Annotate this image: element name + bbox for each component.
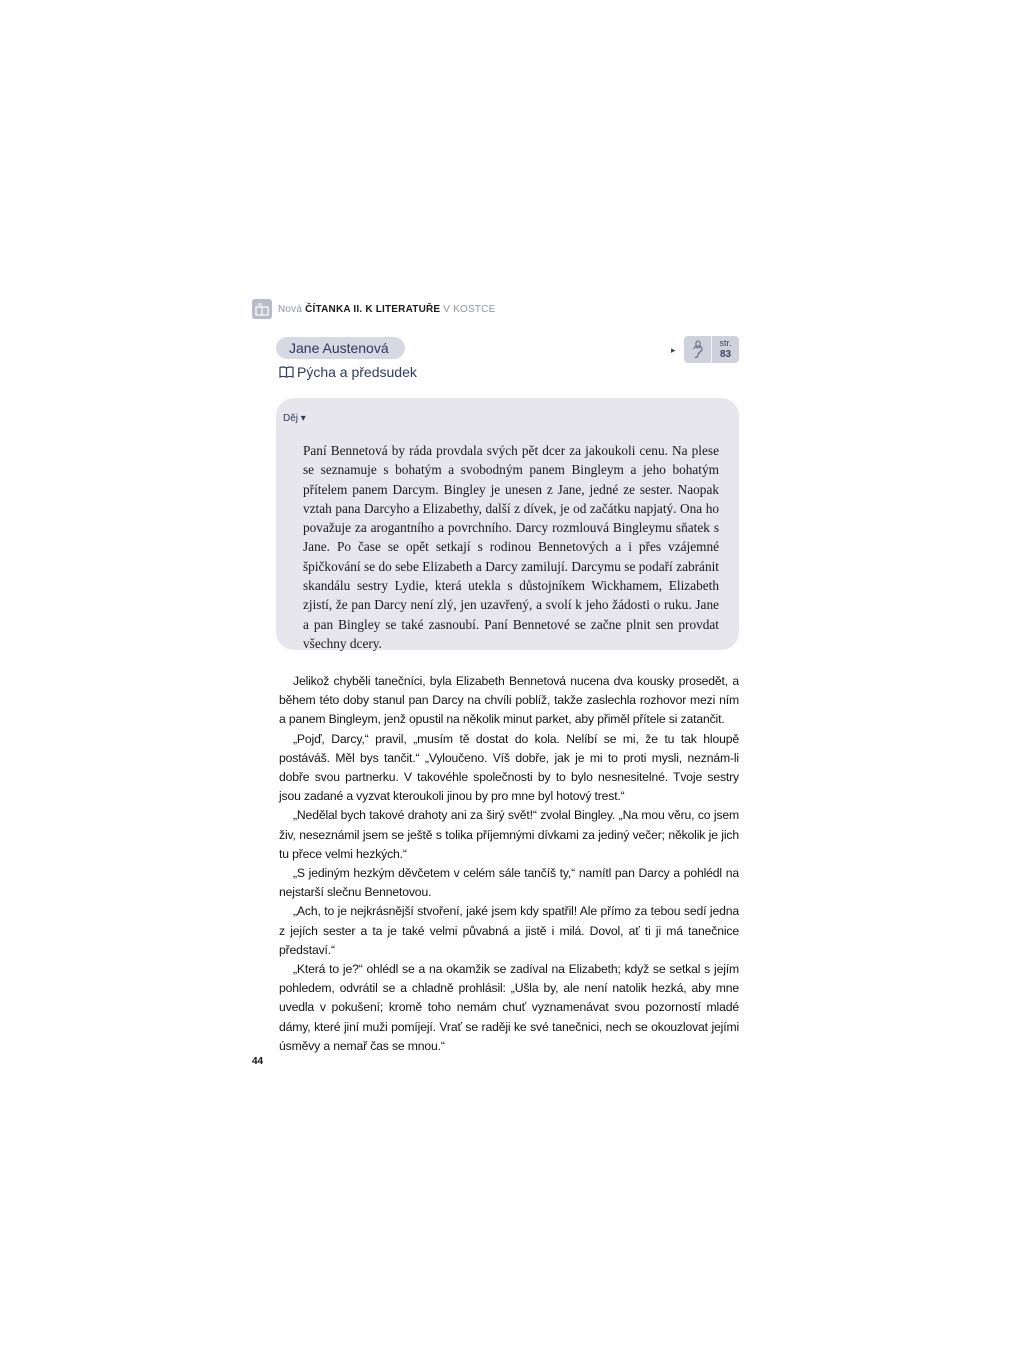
excerpt-paragraph: „Pojď, Darcy,“ pravil, „musím tě dostat do kola. Nelíbí se mi, že tu tak hloupě postáváš. Měl bys tančit.“ „Vyloučeno. Víš dobře, jak je mi to proti mysli, neznám-li dobře svou partnerku. V takovéhle společnosti by to bylo nesnesitelné. Tvoje sestry jsou zadané a vyzvat kteroukoli jinou by pro mne byl hotový trest.“ xyxy=(279,731,739,804)
page-reference[interactable] xyxy=(684,336,739,363)
book-title xyxy=(279,364,417,380)
author-label: Jane Austenová xyxy=(276,337,405,359)
page-header xyxy=(252,298,495,320)
excerpt-text xyxy=(279,672,739,1056)
open-book-icon xyxy=(279,366,294,378)
book-logo-icon xyxy=(252,299,272,319)
ear-icon xyxy=(684,336,712,363)
series-suffix: V KOSTCE xyxy=(443,303,496,315)
plot-summary-text: Paní Bennetová by ráda provdala svých pět dcer za jakoukoli cenu. Na plese se seznamuje s bohatým a svobodným panem Bingleym a jeho bohatým přítelem panem Darcym. Bingley je unesen z Jane, jedné ze sester. Naopak vztah pana Darcyho a Elizabethy, další z dívek, je od začátku napjatý. Ona ho považuje za arogantního a povrchního. Darcy rozmlouvá Bingleymu sňatek s Jane. Po čase se opět setkají s rodinou Bennetových a i přes vzájemné špičkování se do sebe Elizabeth a Darcy zamilují. Darcymu se podaří zabránit skandálu sestry Lydie, která utekla s důstojníkem Wickhamem, Elizabeth zjistí, že pan Darcy není zlý, jen uzavřený, a svolí k jeho žádosti o ruku. Jane a pan Bingley se také zasnoubí. Paní Bennetové se začne plnit sen provdat všechny dcery. xyxy=(303,443,719,651)
play-arrow-icon[interactable]: ▸ xyxy=(671,345,676,355)
excerpt-paragraph: „Ach, to je nejkrásnější stvoření, jaké jsem kdy spatřil! Ale přímo za tebou sedí jedna z jejích sester a ta je také velmi půvabná a jistě i milá. Dovol, ať ti ji má tanečnice představí.“ xyxy=(279,904,739,957)
excerpt-paragraph: „Která to je?“ ohlédl se a na okamžik se zadíval na Elizabeth; když se setkal s jejím pohledem, odvrátil se a chladně prohlásil: „Ušla by, ale není natolik hezká, aby mne uvedla v pokušení; kromě toho nemám chuť vyznamenávat svou pozorností mladé dámy, které jiní muži pomíjejí. Vrať se raději ke své tanečnici, nech se okouzlovat jejími úsměvy a nemař čas se mnou.“ xyxy=(279,962,739,1053)
excerpt-paragraph: „S jediným hezkým děvčetem v celém sále tančíš ty,“ namítl pan Darcy a pohlédl na nejstarší slečnu Bennetovou. xyxy=(279,866,739,900)
excerpt-paragraph: Jelikož chyběli tanečníci, byla Elizabeth Bennetová nucena dva kousky prosedět, a během této doby stanul pan Darcy na chvíli poblíž, takže zaslechla rozhovor mezi ním a panem Bingleym, jenž opustil na několik minut parket, aby přiměl přítele si zatančit. xyxy=(279,674,739,727)
plot-toggle[interactable]: Děj ▾ xyxy=(283,413,306,424)
reference-page xyxy=(712,336,739,363)
series-title xyxy=(278,304,495,315)
series-main: ČÍTANKA II. K LITERATUŘE xyxy=(305,303,441,315)
book-title-text: Pýcha a předsudek xyxy=(297,364,417,380)
page-number: 44 xyxy=(252,1056,264,1067)
reference-page-number: 83 xyxy=(719,349,732,360)
excerpt-paragraph: „Nedělal bych takové drahoty ani za širý svět!“ zvolal Bingley. „Na mou věru, co jsem živ, neseznámil jsem se ještě s tolika příjemnými dívkami za jediný večer; několik je jich tu přece velmi hezkých.“ xyxy=(279,808,739,861)
reference-label: str. xyxy=(719,338,732,348)
plot-summary-box xyxy=(276,398,739,650)
series-prefix: Nová xyxy=(278,303,303,315)
